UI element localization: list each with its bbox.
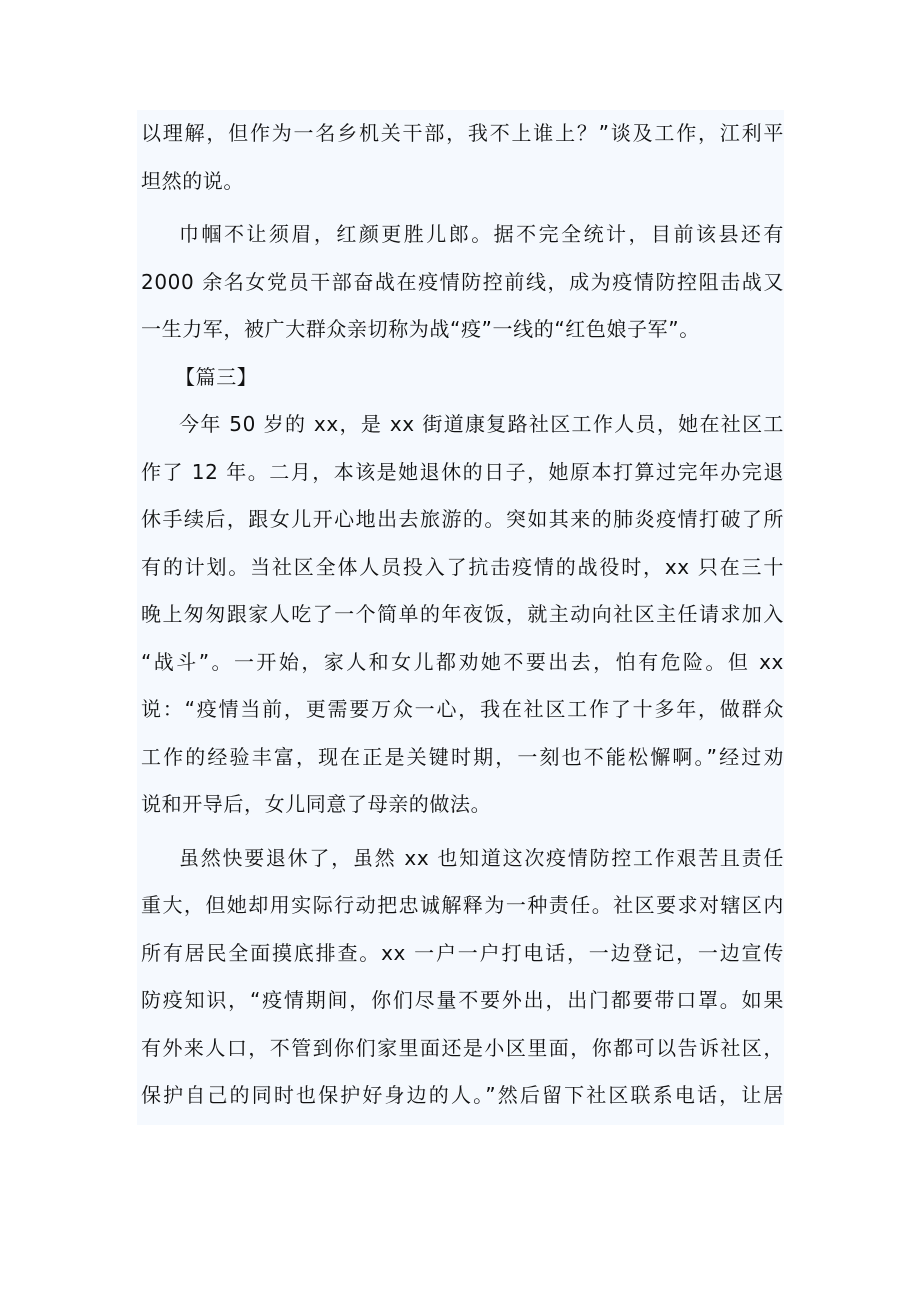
section-heading: 【篇三】 <box>175 364 258 389</box>
text-line: 2000 余名女党员干部奋战在疫情防控前线，成为疫情防控阻击战又 <box>141 269 784 294</box>
text-block <box>137 110 784 1125</box>
paragraph-start-line: 巾帼不让须眉，红颜更胜儿郎。据不完全统计，目前该县还有 <box>179 222 784 246</box>
paragraph-start-line: 今年 50 岁的 xx，是 xx 街道康复路社区工作人员，她在社区工 <box>179 412 784 436</box>
text-line: 作了 12 年。二月，本该是她退休的日子，她原本打算过完年办完退 <box>141 459 784 484</box>
text-line: 有外来人口，不管到你们家里面还是小区里面，你都可以告诉社区， <box>141 1035 784 1060</box>
text-line: 工作的经验丰富，现在正是关键时期，一刻也不能松懈啊。”经过劝 <box>141 744 784 769</box>
text-line: 重大，但她却用实际行动把忠诚解释为一种责任。社区要求对辖区内 <box>141 893 784 917</box>
text-line: 防疫知识，“疫情期间，你们尽量不要外出，出门都要带口罩。如果 <box>141 988 784 1012</box>
text-line: 晚上匆匆跟家人吃了一个简单的年夜饭，就主动向社区主任请求加入 <box>141 602 784 626</box>
text-line: 说：“疫情当前，更需要万众一心，我在社区工作了十多年，做群众 <box>141 697 784 721</box>
text-line: 以理解，但作为一名乡机关干部，我不上谁上？”谈及工作，江利平 <box>141 121 784 145</box>
text-line: 一生力军，被广大群众亲切称为战“疫”一线的“红色娘子军”。 <box>141 317 700 341</box>
paragraph-start-line: 虽然快要退休了，虽然 xx 也知道这次疫情防控工作艰苦且责任 <box>179 845 784 870</box>
text-line: 休手续后，跟女儿开心地出去旅游的。突如其来的肺炎疫情打破了所 <box>141 507 784 531</box>
text-line: 说和开导后，女儿同意了母亲的做法。 <box>141 792 492 816</box>
text-line: 坦然的说。 <box>141 168 244 193</box>
text-line: 有的计划。当社区全体人员投入了抗击疫情的战役时，xx 只在三十 <box>141 554 784 579</box>
text-line: 保护自己的同时也保护好身边的人。”然后留下社区联系电话，让居 <box>141 1083 784 1107</box>
text-line: “战斗”。一开始，家人和女儿都劝她不要出去，怕有危险。但 xx <box>141 649 784 674</box>
text-line: 所有居民全面摸底排查。xx 一户一户打电话，一边登记，一边宣传 <box>141 940 784 965</box>
